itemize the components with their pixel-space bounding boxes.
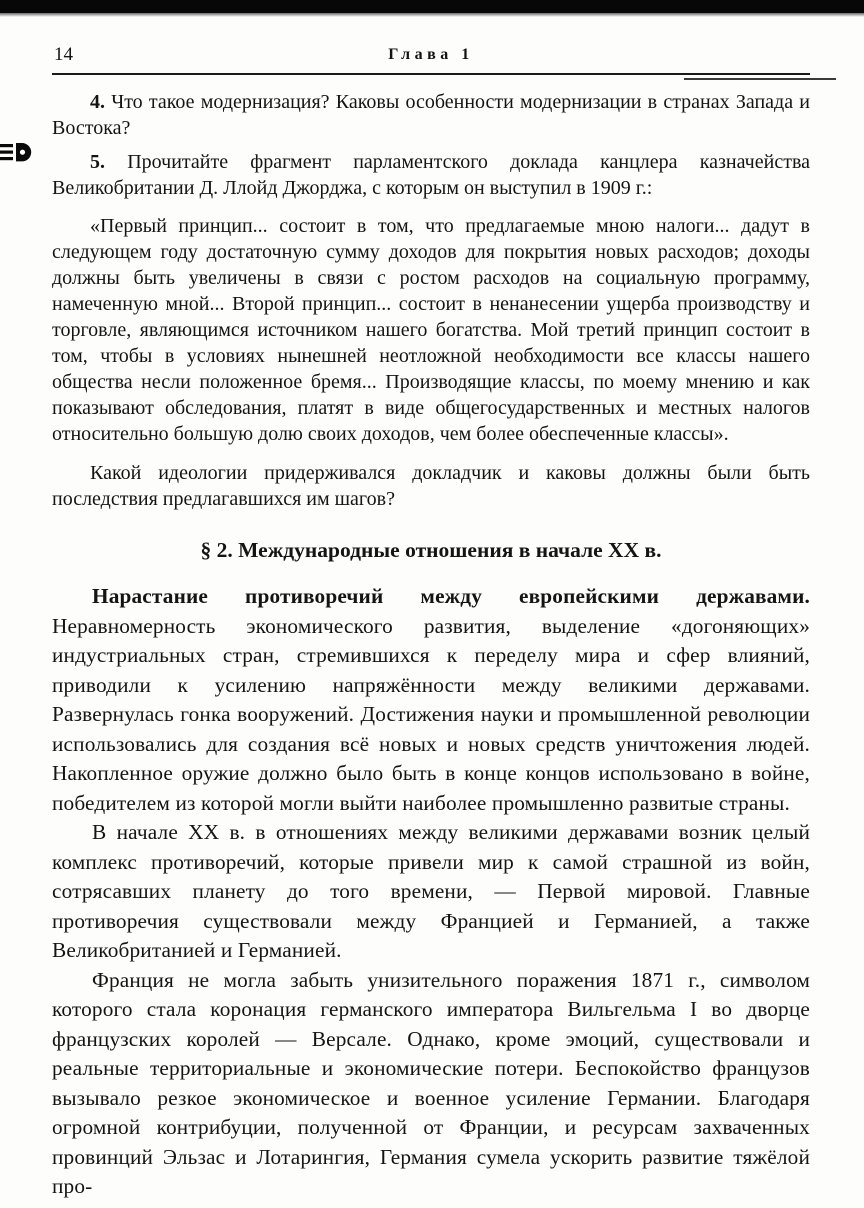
- running-header: [52, 44, 810, 68]
- paragraph-text: Франция не могла забыть унизительного поражения 1871 г., символом которого стала коронация германского императора Вильгельма I во дворце французских королей — Версале. Однако, кроме эмоций, существовали и реальные территориальные и экономические потери. Беспокойство французов вызывало резкое экономическое и военное усиление Германии. Благодаря огромной контрибуции, полученной от Франции, и ресурсам захваченных провинций Эльзас и Лотарингия, Германия сумела ускорить развитие тяжёлой про-: [52, 967, 810, 1198]
- question-4-text: Что такое модернизация? Каковы особенности модернизации в странах Запада и Востока?: [52, 91, 810, 139]
- page-number: 14: [54, 44, 73, 65]
- question-5-text: Прочитайте фрагмент парламентского доклада канцлера казначейства Великобритании Д. Ллойд Джорджа, с которым он выступил в 1909 г.:: [52, 151, 810, 199]
- book-page: [52, 44, 810, 1202]
- paragraph-lead: Нарастание противоречий между европейскими державами.: [92, 584, 810, 608]
- question-4: [52, 89, 810, 141]
- paragraph-text: В начале XX в. в отношениях между великими державами возник целый комплекс противоречий, которые привели мир к самой страшной из войн, сотрясавших планету до того времени, — Первой мировой. Главные противоречия существовали между Францией и Германией, а также Великобританией и Германией.: [52, 820, 810, 962]
- quote-followup-question: Какой идеологии придерживался докладчик и каковы должны были быть последствия предлагавшихся им шагов?: [52, 462, 810, 510]
- paragraph-text: Неравномерность экономического развития, выделение «догоняющих» индустриальных стран, стремившихся к переделу мира и сфер влияний, приводили к усилению напряжённости между великими державами. Развернулась гонка вооружений. Достижения науки и промышленной революции использовались для создания всё новых и новых средств уничтожения людей. Накопленное оружие должно было быть в конце концов использовано в войне, победителем из которой могли выйти наиболее промышленно развитые страны.: [52, 613, 810, 815]
- source-quote: «Первый принцип... состоит в том, что предлагаемые мною налоги... дадут в следующем году достаточную сумму доходов для покрытия новых расходов; доходы должны быть увеличены в связи с ростом расходов на социальную программу, намеченную мной... Второй принцип... состоит в ненанесении ущерба производству и торговле, являющимся источником нашего богатства. Мой третий принцип состоит в том, чтобы в условиях нынешней неотложной необходимости все классы нашего общества несли положенное бремя... Производящие классы, по моему мнению и как показывают обследования, платят в виде общегосударственных и местных налогов относительно большую долю своих доходов, чем более обеспеченные классы».: [52, 215, 810, 445]
- question-4-number: 4.: [90, 91, 105, 113]
- paragraph: [52, 582, 810, 818]
- question-5-number: 5.: [90, 151, 105, 173]
- section-heading: § 2. Международные отношения в начале XX в.: [200, 538, 662, 562]
- chapter-header: Глава 1: [388, 46, 474, 63]
- paragraph: [52, 966, 810, 1202]
- header-rule: [52, 73, 810, 75]
- scan-edge-shadow: [0, 13, 864, 17]
- paragraph: [52, 818, 810, 966]
- section-body: [52, 582, 810, 1202]
- question-5: [52, 149, 810, 201]
- header-rule-artifact: [684, 78, 836, 80]
- document-task-icon: [0, 142, 36, 163]
- questions-block: [52, 89, 810, 512]
- scan-edge-artifact-top: [0, 0, 864, 13]
